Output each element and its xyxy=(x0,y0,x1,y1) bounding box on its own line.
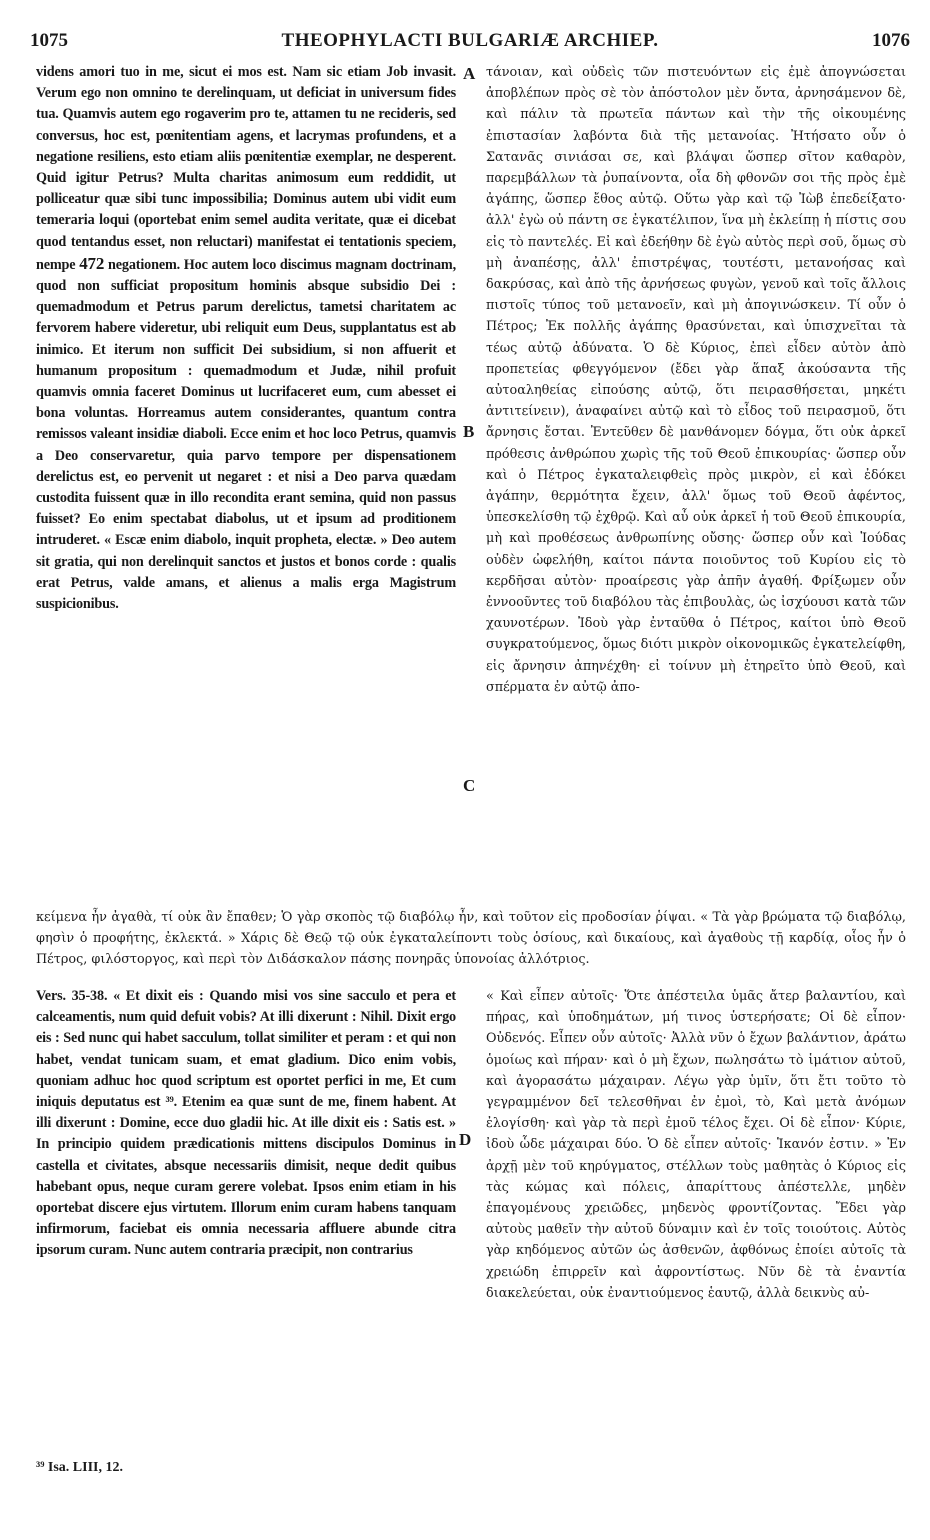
greek-paragraph-top: τάνοιαν, καὶ οὐδεὶς τῶν πιστευόντων εἰς ἐμὲ ἀπογνώσεται ἀποβλέπων πρὸς σὲ τὸν ἀπόστολον μὲν ὄντα, ἀρνησάμενον δὲ, καὶ πάλιν τὰ πρωτεῖα πάντων καὶ τὴν τῆς οἰκουμένης ἐπιστασίαν λαβόντα διὰ τῆς μετανοίας. Ἠτήσατο οὖν ὁ Σατανᾶς σινιάσαι σε, καὶ βλάψαι ὥσπερ σῖτον καθαρὸν, παρεμβάλλων τὰ ῥυπαίνοντα, οἷα δὴ φθονῶν σοι τῆς πρὸς ἐμὲ ἀγάπης, ὥσπερ ἔθος αὐτῷ. Οὕτω γὰρ καὶ τῷ Ἰὼβ ἐπεδείξατο· ἀλλ' ἐγὼ οὐ πάντη σε ἐγκατέλιπον, ἵνα μὴ ἐκλείπῃ ἡ πίστις σου εἰς τὸ παντελές. Εἰ καὶ ἐδεήθην δὲ ἐγὼ αὐτὸς περὶ σοῦ, ὅμως σὺ μὴ ἀναπέσῃς, ἀλλ' ἐπιστρέψας, τουτέστι, μετανοήσας καὶ δακρύσας, καὶ ἀπὸ τῆς ἀρνήσεως φυγὼν, γενοῦ καὶ τοῖς ἄλλοις πιστοῖς τύπος τοῦ μετανοεῖν, καὶ μὴ ἀπογινώσκειν. Τί οὖν ὁ Πέτρος; Ἐκ πολλῆς ἀγάπης θρασύνεται, καὶ ὑπισχνεῖται τὰ τέως αὐτῷ ἀδύνατα. Ὁ δὲ Κύριος, ἐπεὶ εἶδεν αὐτὸν ἀπὸ προπετείας φθεγγόμενον (ἔδει γὰρ ἅπαξ ἀκούσαντα τῆς αὐτοαληθείας εἰπούσης αὐτῷ, ὅτι πειρασθήσεται, μηκέτι ἀντιτείνειν), ἀναφαίνει αὐτῷ καὶ τὸ εἶδος τοῦ πειρασμοῦ, ὅτι ἄρνησις ἔσται. Ἐντεῦθεν δὲ μανθάνομεν δόγμα, ὅτι οὐκ ἀρκεῖ πρόθεσις ἀνθρώπου χωρὶς τῆς τοῦ Θεοῦ ἐπικουρίας· ὥσπερ οὖν καὶ ὁ Πέτρος ἐγκαταλειφθεὶς πρὸς μικρὸν, εἰ καὶ ἐδόκει ἀγάπην, θερμότητα ἔχειν, ἀλλ' ὅμως τοῦ Θεοῦ ἀφέντος, ὑπεσκελίσθη τῷ ἐχθρῷ. Καὶ αὖ οὐκ ἀρκεῖ ἡ τοῦ Θεοῦ ἐπικουρία, μὴ καὶ προθέσεως ἀνθρωπίνης οὔσης· ὥσπερ οὖν καὶ Ἰούδας οὐδὲν ὠφελήθη, καίτοι πάντα ποιοῦντος τοῦ Κυρίου εἰς τὸ κερδῆσαι αὐτὸν· προαίρεσις γὰρ ἀπῆν ἀγαθή. Φρίξωμεν οὖν ἐννοοῦντες τοῦ διαβόλου τὰς ἐπιβουλὰς, ὡς ἰσχύουσι κατὰ τῶν χαυνοτέρων. Ἰδοὺ γὰρ ἐνταῦθα ὁ Πέτρος, καίτοι ὑπὸ Θεοῦ συγκρατούμενος, ὅμως διότι μικρὸν οἰκονομικῶς ἐγκατελείφθη, εἰς ἄρνησιν ἀπηνέχθη· εἰ τοίνυν μὴ ἐτηρεῖτο ὑπὸ Θεοῦ, καὶ σπέρματα ἐν αὐτῷ ἀπο- xyxy=(486,65,906,695)
latin-paragraph-top xyxy=(36,62,456,615)
section-marker-b: B xyxy=(463,422,475,441)
greek-full-width-text: κείμενα ἦν ἀγαθὰ, τί οὐκ ἂν ἔπαθεν; Ὁ γὰρ σκοπὸς τῷ διαβόλῳ ἦν, καὶ τοῦτον εἰς προδοσίαν ῥίψαι. « Τὰ γὰρ βρώματα τῷ διαβόλῳ, φησὶν ὁ προφήτης, ἐκλεκτά. » Χάρις δὲ Θεῷ τῷ οὐκ ἐγκαταλείποντι τοὺς ὁσίους, καὶ δικαίους, καὶ ἀγαθοὺς τῇ καρδίᾳ, οἷος ἦν ὁ Πέτρος, φιλόστοργος, καὶ περὶ τὸν Διδάσκαλον πάσης πονηρᾶς ὑπονοίας ἀλλότριος. xyxy=(36,910,906,968)
page-number-right: 1076 xyxy=(872,30,910,51)
page-number-left: 1075 xyxy=(30,30,68,51)
greek-full-width-passage xyxy=(36,907,906,985)
greek-column-bottom xyxy=(486,986,906,1446)
latin-column-bottom xyxy=(36,986,456,1446)
running-title: THEOPHYLACTI BULGARIÆ ARCHIEP. xyxy=(281,30,659,51)
latin-text-after-number: negationem. Hoc autem loco discimus magnam doctrinam, quod non sufficiat propositum hominis absque subsidio Dei : quemadmodum et Petrus parum derelictus, tametsi charitatem ac fervorem habere videretur, ubi reliquit eum Deus, supplantatus est ab inimico. Et iterum non sufficit Dei subsidium, si non affuerit et humanum propositum : quemadmodum et Judæ, nihil profuit quamvis omnia faceret Dominus ut lucrifaceret eum, cum abesset ei bona voluntas. Horreamus autem considerantes, quantum contra remissos valeant insidiæ diaboli. Ecce enim et hoc loco Petrus, quamvis a Deo conservaretur, quia parvo tempore per dispensationem derelictus est, eo pervenit ut negaret : et nisi a Deo parva quædam custodita fuissent quæ in illo recondita erant semina, quid non passus fuisset? Eo enim spectabat diabolus, ut et ipsum ad proditionem intruderet. « Escæ enim diabolo, inquit propheta, electæ. » Deo autem sit gratia, qui non derelinquit sanctos et justos et bonos corde : qualis erat Petrus, valde amans, et alienus a malis erga Magistrum suspicionibus. xyxy=(36,256,456,613)
page-header xyxy=(30,30,910,58)
section-marker-a: A xyxy=(463,64,476,83)
latin-bottom-text: « Et dixit eis : Quando misi vos sine sacculo et pera et calceamentis, num quid defuit vobis? At illi dixerunt : Nihil. Dixit ergo eis : Sed nunc qui habet sacculum, tollat similiter et peram : et qui non habet, vendat tunicam suam, et emat gladium. Dico enim vobis, quoniam adhuc hoc quod scriptum est oportet perfici in me, Et cum iniquis deputatus est ³⁹. Etenim ea quæ sunt de me, finem habent. At illi dixerunt : Domine, ecce duo gladii hic. At ille dixit eis : Satis est. » In principio quidem prædicationis mittens discipulos Dominus in castella et civitates, absque necessariis dimisit, neque dedit quibus habebant opus, neque curam gerere volebat. Ipsos enim etiam in his oportebat discere ejus virtutem. Illorum enim curam habens tanquam infirmorum, faciebat eis omnia necessaria affluere abunde citra ipsorum curam. Nunc autem contraria præcipit, non contrarius xyxy=(36,988,456,1259)
greek-column-top xyxy=(486,62,906,907)
greek-paragraph-bottom: « Καὶ εἶπεν αὐτοῖς· Ὅτε ἀπέστειλα ὑμᾶς ἄτερ βαλαντίου, καὶ πήρας, καὶ ὑποδημάτων, μή τινος ὑστερήσατε; Οἱ δὲ εἶπον· Οὐδενός. Εἶπεν οὖν αὐτοῖς· Ἀλλὰ νῦν ὁ ἔχων βαλάντιον, ἀράτω ὁμοίως καὶ πήραν· καὶ ὁ μὴ ἔχων, πωλησάτω τὸ ἱμάτιον αὐτοῦ, καὶ ἀγορασάτω μάχαιραν. Λέγω γὰρ ὑμῖν, ὅτι ἔτι τοῦτο τὸ γεγραμμένον δεῖ τελεσθῆναι ἐν ἐμοὶ, τὸ, Καὶ μετὰ ἀνόμων ἐλογίσθη· καὶ γὰρ τὰ περὶ ἐμοῦ τέλος ἔχει. Οἱ δὲ εἶπον· Κύριε, ἰδοὺ ὧδε μάχαιραι δύο. Ὁ δὲ εἶπεν αὐτοῖς· Ἱκανόν ἐστιν. » Ἐν ἀρχῇ μὲν τοῦ κηρύγματος, στέλλων τοὺς μαθητὰς ὁ Κύριος εἰς τὰς κώμας καὶ πόλεις, ἀπαρίττους ἀπέστελλε, μηδὲν ἐπαγομένους χρειῶδες, μηδενὸς φροντίζοντας. Ἔδει γὰρ αὐτοὺς μαθεῖν τὴν αὐτοῦ δύναμιν καὶ ἐν τοῖς τοιούτοις. Αὐτὸς γὰρ κηδόμενος αὐτῶν ὡς ἀσθενῶν, ἀφθόνως ἐποίει αὐτοῖς τὰ χρειώδη ἐπιρρεῖν καὶ ἀφροντίστως. Νῦν δὲ τὰ ἐναντία διακελεύεται, οὐκ ἐναντιούμενος ἑαυτῷ, ἀλλὰ δεικνὺς αὐ- xyxy=(486,989,906,1301)
latin-text-before-number: videns amori tuo in me, sicut ei mos est. Nam sic etiam Job invasit. Verum ego non omnino te derelinquam, ut deficiat in universum fides tua. Quamvis autem ego rogaverim pro te, attamen tu ne recideris, sed conversus, hoc est, pœnitentiam agens, et lacrymas profundens, et a negatione resiliens, esto etiam aliis pœnitentiæ exemplar, ne desperent. Quid igitur Petrus? Multa charitas animosum eum reddidit, ut polliceatur quæ sibi tunc impossibilia; Dominus autem ubi vidit eum temeraria loqui (oportebat enim semel audita veritate, quæ ei dicebat quod tentandus esset, non reluctari) manifestat ei tentationis speciem, nempe xyxy=(36,64,456,273)
latin-paragraph-bottom xyxy=(36,986,456,1262)
verse-label: Vers. 35-38. xyxy=(36,988,108,1004)
column-number: 472 xyxy=(79,253,105,273)
latin-column-top xyxy=(36,62,456,907)
section-marker-c: C xyxy=(463,776,476,795)
footnote: ³⁹ Isa. LIII, 12. xyxy=(36,1460,123,1475)
section-marker-d: D xyxy=(459,1130,472,1149)
